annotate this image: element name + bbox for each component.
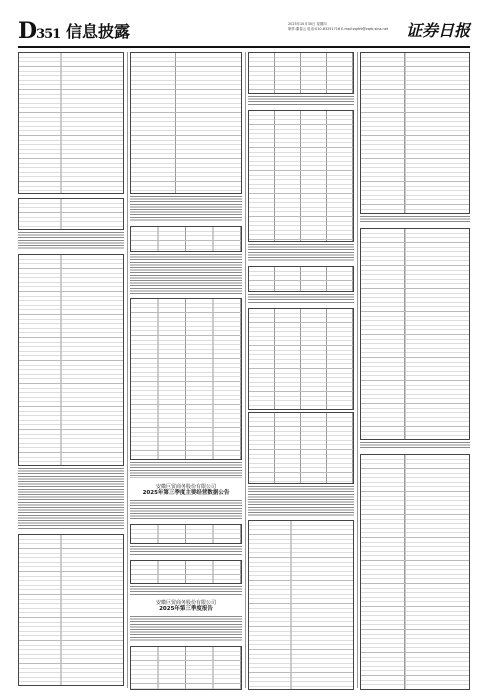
- column-1: [18, 52, 124, 688]
- text-block: [248, 96, 354, 106]
- text-block: [130, 254, 242, 294]
- masthead-rule: [18, 46, 470, 48]
- data-table: [248, 412, 354, 484]
- page-number: D351: [18, 18, 61, 44]
- text-block: [130, 586, 242, 596]
- text-block: [248, 486, 354, 516]
- notice-b-title: 2025年第三季度报告: [159, 606, 213, 612]
- masthead: [18, 20, 470, 44]
- data-table: [248, 52, 354, 94]
- column-divider: [245, 52, 246, 688]
- date-line: 2025年10月30日 星期四: [288, 22, 327, 26]
- disclosure-table: [130, 226, 242, 252]
- data-table: [130, 298, 242, 460]
- disclosure-table: [18, 534, 124, 686]
- text-block: [360, 216, 470, 224]
- data-table: [130, 524, 242, 544]
- disclosure-table: [18, 198, 124, 230]
- column-3: [248, 52, 354, 688]
- text-block: [130, 462, 242, 478]
- text-block: [130, 546, 242, 556]
- data-table: [248, 308, 354, 410]
- column-divider: [357, 52, 358, 688]
- column-4: [360, 52, 470, 688]
- disclosure-table: [18, 254, 124, 466]
- text-block: [130, 500, 242, 520]
- data-table: [130, 646, 242, 690]
- text-block: [248, 244, 354, 262]
- text-block: [18, 468, 124, 530]
- notice-a-title: 2025年第三季度主要经营数据公告: [142, 490, 230, 496]
- newspaper-logo: 证券日报: [405, 21, 470, 40]
- text-block: [130, 196, 242, 222]
- section-title: 信息披露: [66, 22, 131, 41]
- disclosure-table: [360, 228, 470, 440]
- disclosure-table: [360, 52, 470, 214]
- notice-b-heading: [130, 600, 242, 612]
- disclosure-table: [130, 52, 242, 194]
- text-block: [248, 294, 354, 304]
- notice-a-company: 安徽巨贸商务股份有限公司: [155, 484, 216, 490]
- text-block: [130, 616, 242, 642]
- disclosure-table: [360, 454, 470, 690]
- data-table: [248, 266, 354, 292]
- disclosure-table: [18, 52, 124, 194]
- notice-a-heading: [130, 484, 242, 496]
- text-block: [360, 442, 470, 450]
- text-block: [18, 232, 124, 250]
- data-table: [130, 560, 242, 584]
- notice-b-company: 安徽巨贸商务股份有限公司: [155, 600, 216, 606]
- column-2: [130, 52, 242, 688]
- contact-line: 制作:董春云 电话:010-83251716 E-mail:zqrb9@zqrb.sina.net: [288, 27, 389, 31]
- column-divider: [127, 52, 128, 688]
- disclosure-table: [248, 520, 354, 690]
- data-table: [248, 110, 354, 242]
